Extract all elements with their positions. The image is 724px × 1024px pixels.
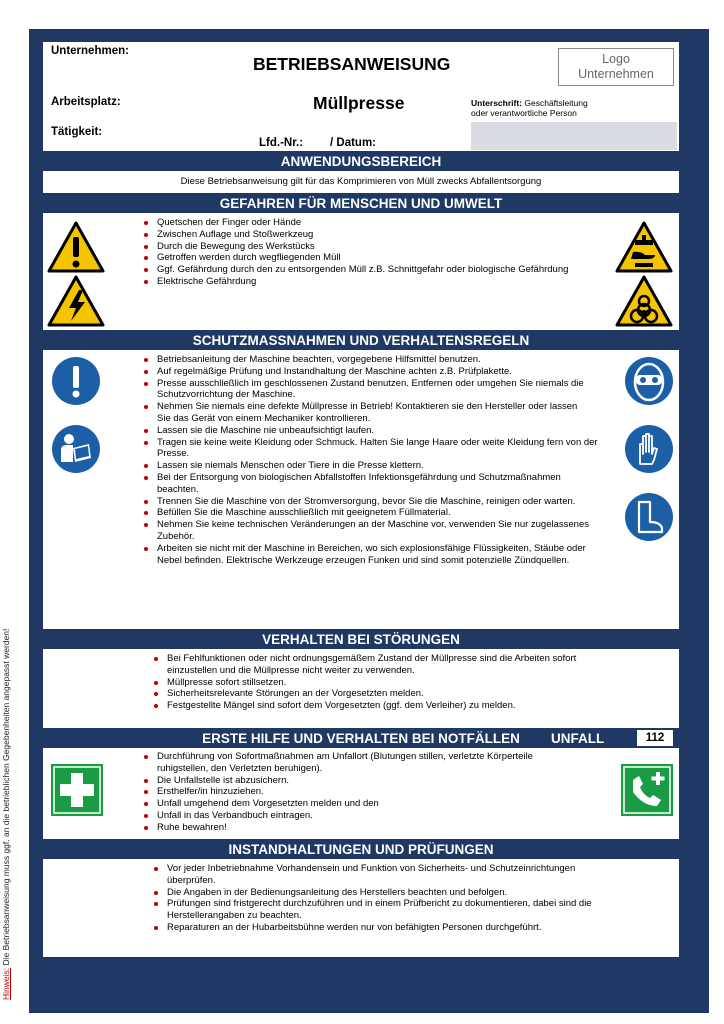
- list-item: Unfall in das Verbandbuch eintragen.: [143, 810, 583, 822]
- list-item: Tragen sie keine weite Kleidung oder Schmuck. Halten Sie lange Haare oder weite Kleidung fern von der Presse.: [143, 437, 605, 461]
- company-label: Unternehmen:: [51, 45, 129, 57]
- list-item: Die Angaben in der Bedienungsanleitung des Herstellers beachten und befolgen.: [153, 887, 593, 899]
- list-item: Bei der Entsorgung von biologischen Abfallstoffen Infektionsgefährdung und Schutzmaßnahmen beachten.: [143, 472, 605, 496]
- list-item: Trennen Sie die Maschine von der Stromversorgung, bevor Sie die Maschine, reinigen oder warten.: [143, 496, 605, 508]
- scope-section: [43, 171, 679, 192]
- maintenance-list: [153, 863, 593, 934]
- list-item: Ggf. Gefährdung durch den zu entsorgenden Müll z.B. Schnittgefahr oder biologische Gefährdung: [143, 264, 583, 276]
- list-item: Ruhe bewahren!: [143, 822, 583, 834]
- mandatory-general-icon: [51, 356, 101, 406]
- malfunction-list: [153, 653, 583, 712]
- emergency-number: 112: [637, 730, 673, 746]
- list-item: Quetschen der Finger oder Hände: [143, 217, 583, 229]
- hazards-section: [43, 213, 679, 329]
- hand-crush-warning-icon: [615, 221, 673, 273]
- list-item: Zwischen Auflage und Stoßwerkzeug: [143, 229, 583, 241]
- list-item: Elektrische Gefährdung: [143, 276, 583, 288]
- scope-text: Diese Betriebsanweisung gilt für das Komprimieren von Müll zwecks Abfallentsorgung: [180, 176, 542, 187]
- protection-heading: SCHUTZMASSNAHMEN UND VERHALTENSREGELN: [43, 329, 679, 350]
- list-item: Unfall umgehend dem Vorgesetzten melden und den: [143, 798, 583, 810]
- emergency-phone-icon: [621, 764, 673, 816]
- hazards-heading: GEFAHREN FÜR MENSCHEN UND UMWELT: [43, 192, 679, 213]
- hand-protection-icon: [624, 424, 674, 474]
- first-aid-heading: ERSTE HILFE UND VERHALTEN BEI NOTFÄLLEN UNFALL 112: [43, 727, 679, 748]
- protection-list: [143, 354, 605, 566]
- list-item: Betriebsanleitung der Maschine beachten, vorgegebene Hilfsmittel benutzen.: [143, 354, 605, 366]
- scope-heading: ANWENDUNGSBEREICH: [43, 150, 679, 171]
- hazards-list: [143, 217, 583, 288]
- list-item: Lassen sie niemals Menschen oder Tiere in die Presse klettern.: [143, 460, 605, 472]
- signature-label: Unterschrift: Geschäftsleitung oder verantwortliche Person: [471, 98, 588, 118]
- list-item: Festgestellte Mängel sind sofort dem Vorgesetzten (ggf. dem Verleiher) zu melden.: [153, 700, 583, 712]
- electrical-hazard-icon: [47, 275, 105, 327]
- list-item: Arbeiten sie nicht mit der Maschine in Bereichen, wo sich explosionsfähige Flüssigkeiten, Stäube oder Nebel befinden. Elektrische Werkzeuge erzeugen Funken und sind somit potenzielle Zündquellen.: [143, 543, 605, 567]
- malfunction-heading: VERHALTEN BEI STÖRUNGEN: [43, 628, 679, 649]
- list-item: Die Unfallstelle ist abzusichern.: [143, 775, 583, 787]
- list-item: Befüllen Sie die Maschine ausschließlich mit geeignetem Füllmaterial.: [143, 507, 605, 519]
- signature-field[interactable]: [471, 122, 677, 150]
- company-logo-placeholder: Logo Unternehmen: [558, 48, 674, 86]
- activity-label: Tätigkeit:: [51, 126, 103, 138]
- list-item: Nehmen Sie niemals eine defekte Müllpresse in Betrieb! Kontaktieren sie den Hersteller oder lassen Sie das Gerät von einem Mechaniker kontrollieren.: [143, 401, 605, 425]
- biohazard-warning-icon: [615, 275, 673, 327]
- malfunction-section: [43, 649, 679, 727]
- side-note: Hinweis: Die Betriebsanweisung muss ggf. an die betrieblichen Gegebenheiten angepasst werden!: [1, 628, 11, 1000]
- list-item: Müllpresse sofort stillsetzen.: [153, 677, 583, 689]
- list-item: Vor jeder Inbetriebnahme Vorhandensein und Funktion von Sicherheits- und Schutzeinrichtungen überprüfen.: [153, 863, 593, 887]
- list-item: Reparaturen an der Hubarbeitsbühne werden nur von befähigten Personen durchgeführt.: [153, 922, 593, 934]
- foot-protection-icon: [624, 492, 674, 542]
- list-item: Getroffen werden durch wegfliegenden Müll: [143, 252, 583, 264]
- instruction-sheet: [43, 42, 679, 957]
- page-title: BETRIEBSANWEISUNG: [253, 54, 451, 74]
- protection-section: [43, 350, 679, 628]
- date-label: / Datum:: [330, 137, 376, 149]
- first-aid-list: [143, 751, 583, 834]
- list-item: Auf regelmäßige Prüfung und Instandhaltung der Maschine achten z.B. Prüfplakette.: [143, 366, 605, 378]
- list-item: Lassen sie die Maschine nie unbeaufsichtigt laufen.: [143, 425, 605, 437]
- list-item: Prüfungen sind fristgerecht durchzuführen und in einem Prüfbericht zu dokumentieren, dabei sind die Herstellerangaben zu beachten.: [153, 898, 593, 922]
- list-item: Nehmen Sie keine technischen Veränderungen an der Maschine vor, verwenden Sie nur zugelassenes Zubehör.: [143, 519, 605, 543]
- list-item: Bei Fehlfunktionen oder nicht ordnungsgemäßem Zustand der Müllpresse sind die Arbeiten sofort einzustellen und die Müllpresse nicht weiter zu verwenden.: [153, 653, 583, 677]
- eye-protection-icon: [624, 356, 674, 406]
- list-item: Sicherheitsrelevante Störungen an der Vorgesetzten melden.: [153, 688, 583, 700]
- subject-title: Müllpresse: [313, 93, 405, 113]
- workplace-label: Arbeitsplatz:: [51, 96, 121, 108]
- maintenance-section: [43, 859, 679, 957]
- list-item: Durchführung von Sofortmaßnahmen am Unfallort (Blutungen stillen, verletzte Körperteile ruhigstellen, den Verletzten beruhigen).: [143, 751, 583, 775]
- first-aid-section: [43, 748, 679, 838]
- first-aid-icon: [51, 764, 103, 816]
- list-item: Durch die Bewegung des Werkstücks: [143, 241, 583, 253]
- header: [43, 42, 679, 150]
- list-item: Presse ausschließlich im geschlossenen Zustand benutzen. Entfernen oder umgehen Sie niemals die Schutzvorrichtung der Maschine.: [143, 378, 605, 402]
- general-warning-icon: [47, 221, 105, 273]
- unfall-label: UNFALL: [551, 731, 605, 746]
- number-label: Lfd.-Nr.:: [259, 137, 304, 149]
- maintenance-heading: INSTANDHALTUNGEN UND PRÜFUNGEN: [43, 838, 679, 859]
- list-item: Ersthelfer/in hinzuziehen.: [143, 786, 583, 798]
- read-manual-icon: [51, 424, 101, 474]
